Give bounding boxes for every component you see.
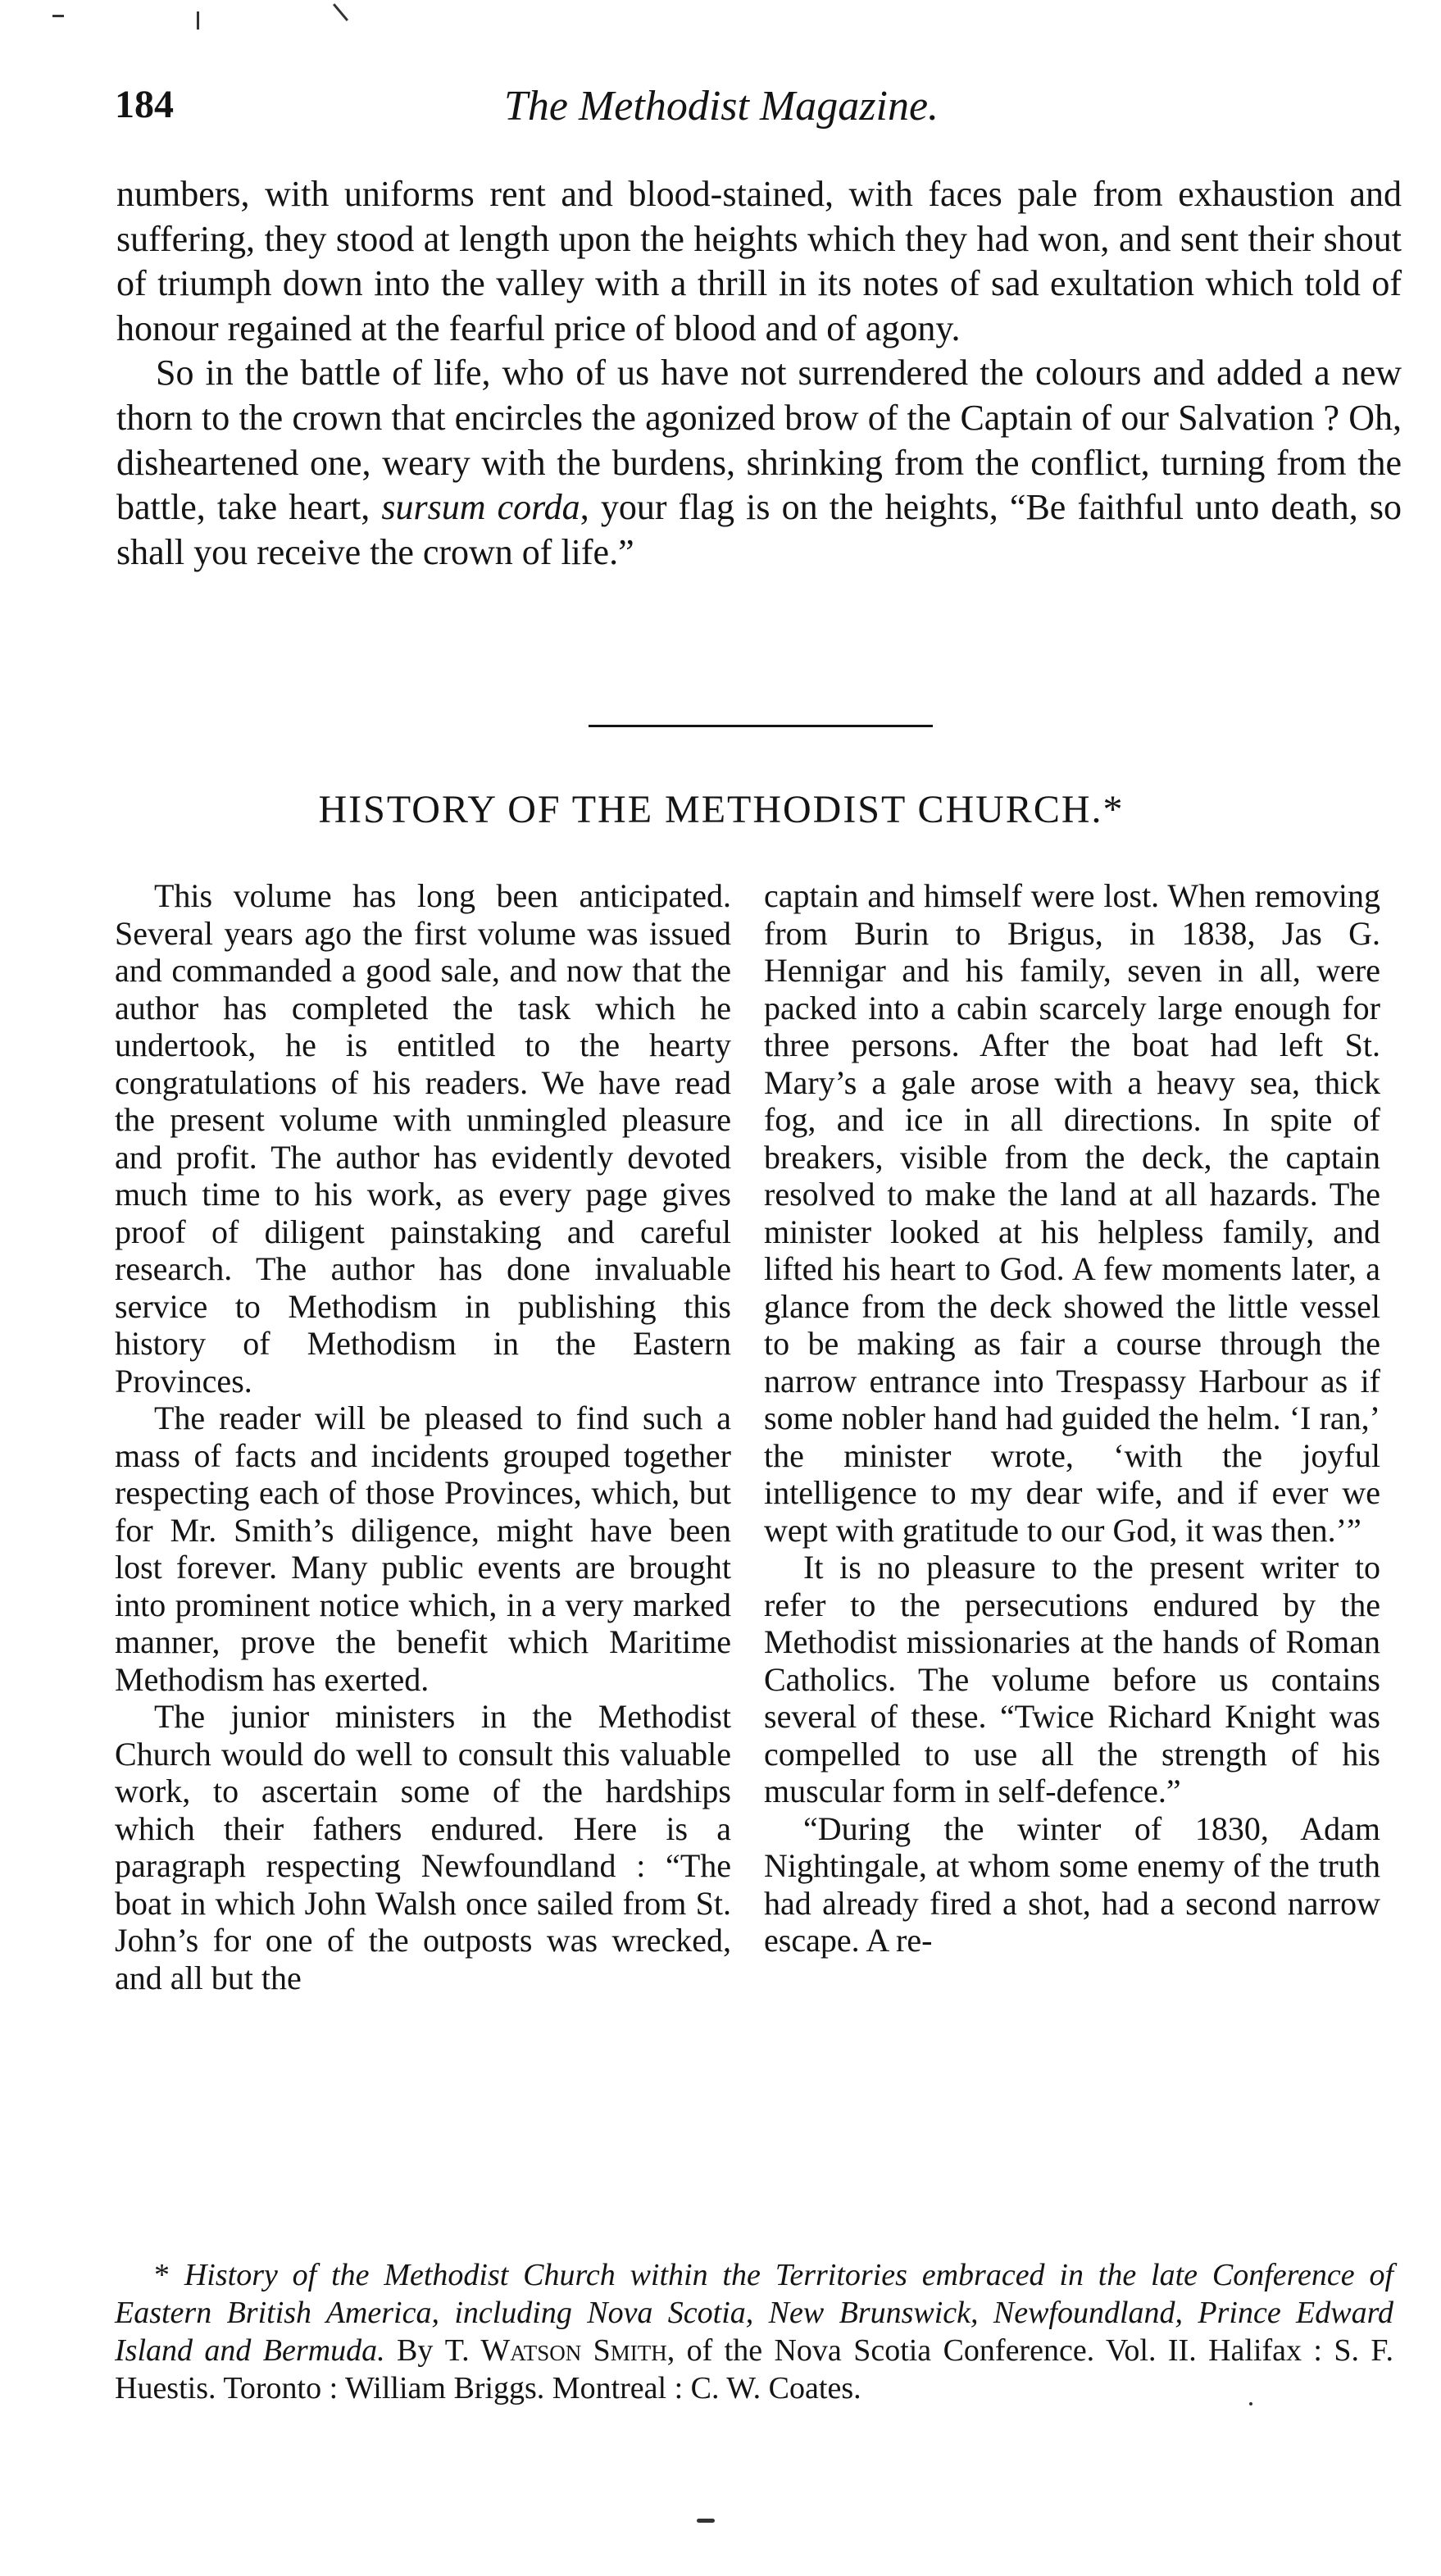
intro-paragraph <box>116 351 1402 575</box>
intro-text-run: So in the battle of life, who of us have not surrendered the colours and added a new thorn to the crown that encircles the agonized brow of the Captain of our Salvation ? Oh, disheartened one, weary with the burdens, shrinking from the conflict, turning from the battle, take heart, <box>116 353 1402 528</box>
left-column <box>115 877 731 1996</box>
right-column <box>764 877 1380 1959</box>
footnote-marker: * <box>154 2258 184 2292</box>
intro-text-run: , your flag is on the heights, “Be faithful unto death, so shall you receive the crown of life.” <box>116 487 1402 572</box>
section-divider <box>589 725 933 727</box>
article-title: HISTORY OF THE METHODIST CHURCH.* <box>318 788 1125 831</box>
footnote-text <box>115 2256 1393 2407</box>
scan-mark <box>52 15 64 17</box>
column-paragraph: This volume has long been anticipated. Several years ago the first volume was issued and commanded a good sale, and now that the author has completed the task which he undertook, he is entitled to the hearty congratulations of his readers. We have read the present volume with unmingled pleasure and profit. The author has evidently devoted much time to his work, as every page gives proof of diligent painstaking and careful research. The author has done invaluable service to Methodism in publishing this history of Methodism in the Eastern Provinces. <box>115 877 731 1400</box>
footnote-publication: , of the Nova Scotia Conference. Vol. II. Halifax : S. F. Huestis. Toronto : William Briggs. Montreal : C. W. Coates. <box>115 2333 1393 2405</box>
intro-paragraph: numbers, with uniforms rent and blood-stained, with faces pale from exhaustion and suffering, they stood at length upon the heights which they had won, and sent their shout of triumph down into the valley with a thrill in its notes of sad exultation which told of honour regained at the fearful price of blood and of agony. <box>116 174 1402 348</box>
intro-text <box>116 172 1402 575</box>
column-paragraph: The junior ministers in the Methodist Church would do well to consult this valuable work, to ascertain some of the hardships which their fathers endured. Here is a paragraph respecting Newfoundland : “The boat in which John Walsh once sailed from St. John’s for one of the outposts was wrecked, and all but the <box>115 1698 731 1996</box>
running-title: The Methodist Magazine. <box>503 83 939 130</box>
footnote <box>115 2256 1393 2407</box>
column-paragraph: It is no pleasure to the present writer to refer to the persecutions endured by the Methodist missionaries at the hands of Roman Catholics. The volume before us contains several of these. “Twice Richard Knight was compelled to use all the strength of his muscular form in self-defence.” <box>764 1549 1380 1809</box>
column-paragraph: “During the winter of 1830, Adam Nightingale, at whom some enemy of the truth had already fired a shot, had a second narrow escape. A re- <box>764 1809 1380 1959</box>
footnote-author: T. Watson Smith <box>444 2333 667 2368</box>
scan-mark <box>333 3 348 21</box>
page-header <box>115 82 1328 148</box>
intro-italic-run: sursum corda <box>381 487 580 528</box>
scan-mark <box>697 2519 715 2523</box>
footnote-by: By <box>384 2333 445 2368</box>
scan-mark <box>1249 2402 1252 2405</box>
scan-mark <box>197 11 199 30</box>
column-paragraph: The reader will be pleased to find such a mass of facts and incidents grouped together respecting each of those Provinces, which, but for Mr. Smith’s diligence, might have been lost forever. Many public events are brought into prominent notice which, in a very marked manner, prove the benefit which Maritime Methodism has exerted. <box>115 1400 731 1698</box>
article-body <box>115 877 1393 2238</box>
footnote-book-title: History of the Methodist Church within the Territories embraced in the late Conference of Eastern British America, including Nova Scotia, New Brunswick, Newfoundland, Prince Edward Island and Bermuda. <box>115 2258 1394 2368</box>
column-paragraph: captain and himself were lost. When removing from Burin to Brigus, in 1838, Jas G. Hennigar and his family, seven in all, were packed into a cabin scarcely large enough for three persons. After the boat had left St. Mary’s a gale arose with a heavy sea, thick fog, and ice in all directions. In spite of breakers, visible from the deck, the captain resolved to make the land at all hazards. The minister looked at his helpless family, and lifted his heart to God. A few moments later, a glance from the deck showed the little vessel to be making as fair a course through the narrow entrance into Trespassy Harbour as if some nobler hand had guided the helm. ‘I ran,’ the minister wrote, ‘with the joyful intelligence to my dear wife, and if ever we wept with gratitude to our God, it was then.’” <box>764 877 1380 1549</box>
page-number: 184 <box>115 83 174 126</box>
